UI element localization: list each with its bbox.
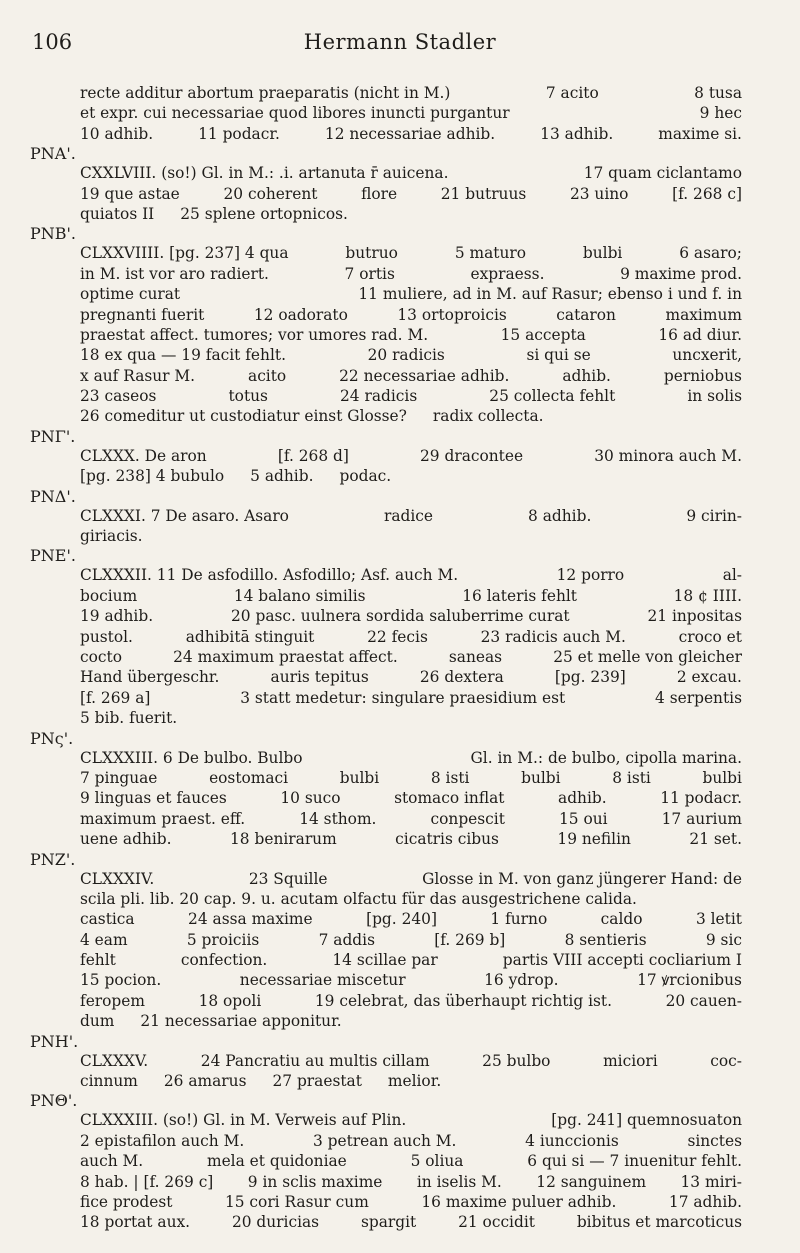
- text-segment: 11 podacr.: [198, 124, 280, 143]
- text-line: [30, 184, 742, 204]
- text-segment: 25 et melle von gleicher: [553, 647, 742, 666]
- text-segment: caldo: [600, 910, 643, 929]
- text-segment: fehlt: [80, 951, 116, 970]
- text-segment: 23 uino: [569, 184, 629, 203]
- text-segment: maxime si.: [658, 124, 742, 143]
- running-head: [0, 30, 800, 60]
- text-segment: 11 podacr.: [660, 789, 742, 808]
- text-segment: dum: [80, 1012, 115, 1031]
- text-segment: 3 petrean auch M.: [312, 1131, 457, 1150]
- text-line: [30, 788, 742, 808]
- text-line: [30, 991, 742, 1011]
- text-segment: 21 butruus: [440, 184, 527, 203]
- text-segment: pregnanti fuerit: [80, 305, 205, 324]
- apparatus-entry: [30, 850, 742, 1032]
- text-line: [30, 850, 742, 889]
- text-segment: [pg. 239]: [554, 668, 626, 687]
- text-segment: 3 letit: [695, 910, 742, 929]
- entry-siglum: PNA'.: [30, 144, 76, 164]
- text-line: [30, 386, 742, 406]
- apparatus-entry: [30, 1032, 742, 1092]
- text-segment: cocto: [80, 647, 122, 666]
- text-segment: 20 cauen-: [665, 991, 742, 1010]
- text-segment: 9 cirin-: [686, 506, 742, 525]
- text-segment: cinnum: [80, 1072, 138, 1091]
- text-segment: Glosse in M. von ganz jüngerer Hand: de: [422, 869, 742, 888]
- text-line: [30, 930, 742, 950]
- text-segment: 14 scillae par: [332, 951, 438, 970]
- text-segment: bulbi: [521, 768, 561, 787]
- text-segment: 5 oliua: [410, 1152, 464, 1171]
- text-segment: totus: [228, 387, 268, 406]
- text-segment: 21 set.: [689, 830, 742, 849]
- text-segment: 22 necessariae adhib.: [339, 366, 510, 385]
- entry-siglum: PNς'.: [30, 728, 74, 748]
- text-segment: spargit: [360, 1213, 417, 1232]
- text-segment: pustol.: [80, 627, 133, 646]
- text-segment: 13 miri-: [680, 1172, 742, 1191]
- text-segment: expraess.: [470, 264, 545, 283]
- text-segment: Gl. in M.: de bulbo, cipolla marina.: [470, 748, 742, 767]
- text-segment: auris tepitus: [270, 668, 369, 687]
- text-line: [30, 284, 742, 304]
- text-segment: 17 aurium: [661, 809, 742, 828]
- text-segment: 14 sthom.: [299, 809, 377, 828]
- text-line: [30, 667, 742, 687]
- text-segment: conpescit: [430, 809, 505, 828]
- apparatus-entry: [30, 546, 742, 728]
- text-segment: CLXXXIII. (so!) Gl. in M. Verweis auf Plin.: [80, 1111, 407, 1130]
- text-segment: 29 dracontee: [420, 446, 524, 465]
- text-segment: 26 dextera: [419, 668, 504, 687]
- text-line: [30, 144, 742, 183]
- text-segment: perniobus: [663, 366, 742, 385]
- text-segment: [f. 269 b]: [434, 930, 506, 949]
- text-segment: 24 radicis: [340, 387, 418, 406]
- text-segment: uncxerit,: [672, 346, 742, 365]
- text-segment: 9 linguas et fauces: [80, 789, 227, 808]
- text-segment: sinctes: [687, 1131, 742, 1150]
- text-line: [30, 647, 742, 667]
- text-segment: adhib.: [558, 789, 607, 808]
- text-line: [30, 1131, 742, 1151]
- entry-siglum: PNΓ'.: [30, 426, 76, 446]
- text-segment: quiatos II: [80, 204, 155, 223]
- text-segment: 10 adhib.: [80, 124, 154, 143]
- text-segment: 7 pinguae: [80, 768, 158, 787]
- text-segment: adhib.: [562, 366, 611, 385]
- text-segment: 25 splene ortopnicos.: [180, 204, 348, 223]
- text-segment: si qui se: [526, 346, 591, 365]
- text-segment: 12 necessariae adhib.: [324, 124, 496, 143]
- text-segment: 20 coherent: [223, 184, 318, 203]
- text-segment: CLXXXIV.: [80, 869, 155, 888]
- text-segment: 2 excau.: [676, 668, 742, 687]
- entry-siglum: PNΔ'.: [30, 486, 76, 506]
- text-line: [30, 83, 742, 103]
- text-segment: mela et quidoniae: [206, 1152, 347, 1171]
- apparatus-text: [30, 83, 742, 1233]
- text-segment: stomaco inflat: [394, 789, 505, 808]
- text-segment: 1 furno: [490, 910, 548, 929]
- text-segment: 5 adhib.: [250, 467, 314, 486]
- text-segment: auch M.: [80, 1152, 144, 1171]
- text-segment: maximum: [665, 305, 742, 324]
- text-segment: Hand übergeschr.: [80, 668, 220, 687]
- text-segment: 19 nefilin: [557, 830, 631, 849]
- text-segment: 9 in sclis maxime: [247, 1172, 383, 1191]
- text-segment: 18 benirarum: [230, 830, 337, 849]
- text-line: [30, 224, 742, 263]
- text-line: [30, 768, 742, 788]
- text-line: [30, 708, 742, 728]
- text-segment: x auf Rasur M.: [80, 366, 196, 385]
- text-segment: 27 praestat: [272, 1072, 362, 1091]
- text-line: [30, 264, 742, 284]
- text-segment: croco et: [678, 627, 742, 646]
- text-segment: [pg. 241] quemnosuaton: [551, 1111, 742, 1130]
- text-segment: [f. 269 a]: [80, 688, 151, 707]
- text-segment: confection.: [180, 951, 268, 970]
- text-segment: 17 quam ciclantamo: [583, 164, 742, 183]
- text-line: [30, 809, 742, 829]
- text-line: [30, 1032, 742, 1071]
- text-line: [30, 829, 742, 849]
- text-segment: 3 statt medetur: singulare praesidium est: [240, 688, 566, 707]
- text-segment: 8 sentieris: [564, 930, 647, 949]
- text-line: [30, 305, 742, 325]
- text-segment: uene adhib.: [80, 830, 172, 849]
- text-segment: [pg. 238] 4 bubulo: [80, 467, 225, 486]
- text-line: [30, 889, 742, 909]
- text-segment: 8 adhib.: [528, 506, 592, 525]
- text-segment: 2 epistafilon auch M.: [80, 1131, 245, 1150]
- text-line: [30, 325, 742, 345]
- text-segment: 16 lateris fehlt: [462, 586, 577, 605]
- text-segment: recte additur abortum praeparatis (nicht in M.): [80, 84, 451, 102]
- text-segment: 23 Squille: [248, 869, 328, 888]
- text-segment: 19 adhib.: [80, 607, 154, 626]
- text-segment: 21 occidit: [458, 1213, 535, 1232]
- text-segment: partis VIII accepti cocliarium I: [502, 951, 742, 970]
- text-segment: 30 minora auch M.: [594, 446, 742, 465]
- text-segment: [pg. 240]: [366, 910, 437, 929]
- text-line: [30, 688, 742, 708]
- text-segment: 25 bulbo: [482, 1051, 551, 1070]
- text-segment: praestat affect. tumores; vor umores rad. M.: [80, 325, 429, 344]
- entry-siglum: PNB'.: [30, 224, 77, 244]
- text-segment: 23 caseos: [80, 387, 157, 406]
- text-segment: necessariae miscetur: [239, 971, 406, 990]
- text-segment: 9 hec: [699, 104, 742, 123]
- text-segment: acito: [248, 366, 287, 385]
- text-segment: 15 pocion.: [80, 971, 162, 990]
- text-line: [30, 729, 742, 768]
- text-line: [30, 204, 742, 224]
- text-line: [30, 124, 742, 144]
- text-segment: flore: [361, 184, 398, 203]
- text-segment: bulbi: [339, 768, 380, 787]
- text-segment: CLXXX. De aron: [80, 446, 207, 465]
- text-segment: 18 portat aux.: [80, 1213, 191, 1232]
- page-number: 106: [32, 30, 73, 54]
- text-segment: 5 maturo: [454, 244, 526, 263]
- text-segment: 11 muliere, ad in M. auf Rasur; ebenso i und f. in: [358, 285, 742, 304]
- text-segment: coc-: [710, 1051, 742, 1070]
- text-segment: 16 maxime puluer adhib.: [421, 1192, 617, 1211]
- text-segment: 15 oui: [558, 809, 608, 828]
- apparatus-entry: [30, 144, 742, 224]
- text-segment: CLXXXII. 11 De asfodillo. Asfodillo; Asf. auch M.: [80, 566, 459, 585]
- text-segment: CLXXXIII. 6 De bulbo. Bulbo: [80, 748, 303, 767]
- text-segment: 9 sic: [705, 930, 742, 949]
- text-segment: 6 asaro;: [679, 244, 742, 263]
- text-segment: et expr. cui necessariae quod libores inuncti purgantur: [80, 104, 510, 123]
- text-line: [30, 526, 742, 546]
- text-segment: 21 necessariae apponitur.: [140, 1012, 342, 1031]
- apparatus-entry: [30, 729, 742, 850]
- text-segment: 5 bib. fuerit.: [80, 709, 178, 728]
- text-segment: 4 iunccionis: [525, 1131, 619, 1150]
- text-line: [30, 546, 742, 585]
- text-segment: 5 proiciis: [186, 930, 260, 949]
- text-line: [30, 366, 742, 386]
- text-segment: 12 sanguinem: [536, 1172, 647, 1191]
- text-segment: 4 serpentis: [655, 688, 742, 707]
- apparatus-entry: [30, 487, 742, 547]
- text-segment: [f. 268 c]: [672, 184, 742, 203]
- apparatus-entry: [30, 224, 742, 427]
- text-segment: 17 adhib.: [668, 1192, 742, 1211]
- text-segment: 13 ortoproicis: [397, 305, 507, 324]
- text-segment: feropem: [80, 991, 145, 1010]
- text-segment: 12 porro: [556, 566, 625, 585]
- text-segment: 24 assa maxime: [188, 910, 313, 929]
- text-line: [30, 1071, 742, 1091]
- text-segment: 15 cori Rasur cum: [224, 1192, 369, 1211]
- text-segment: 6 qui si — 7 inuenitur fehlt.: [527, 1152, 742, 1171]
- text-segment: CLXXVIIII. [pg. 237] 4 qua: [80, 244, 289, 263]
- text-segment: in iselis M.: [416, 1172, 502, 1191]
- text-segment: 8 hab. | [f. 269 c]: [80, 1172, 214, 1191]
- text-segment: CLXXXI. 7 De asaro. Asaro: [80, 506, 289, 525]
- text-line: [30, 1212, 742, 1232]
- text-segment: [f. 268 d]: [277, 446, 349, 465]
- text-segment: 20 radicis: [367, 346, 445, 365]
- text-segment: 7 acito: [545, 84, 599, 102]
- text-segment: 18 opoli: [198, 991, 262, 1010]
- text-line: [30, 406, 742, 426]
- text-line: [30, 466, 742, 486]
- text-segment: 13 adhib.: [540, 124, 614, 143]
- text-segment: 16 ydrop.: [484, 971, 559, 990]
- entry-siglum: PNE'.: [30, 546, 76, 566]
- text-segment: bulbi: [582, 244, 623, 263]
- text-line: [30, 345, 742, 365]
- text-segment: cicatris cibus: [395, 830, 499, 849]
- text-segment: podac.: [339, 467, 392, 486]
- text-segment: optime curat: [80, 285, 181, 304]
- text-segment: 18 ¢ IIII.: [673, 586, 742, 605]
- text-segment: 7 ortis: [344, 264, 395, 283]
- text-segment: saneas: [448, 647, 503, 666]
- text-segment: 10 suco: [280, 789, 341, 808]
- text-segment: fice prodest: [80, 1192, 173, 1211]
- text-line: [30, 950, 742, 970]
- text-segment: 15 accepta: [500, 325, 586, 344]
- text-segment: 12 oadorato: [253, 305, 348, 324]
- text-segment: 19 celebrat, das überhaupt richtig ist.: [314, 991, 612, 1010]
- text-segment: adhibitā stinguit: [185, 627, 315, 646]
- text-segment: CXXLVIII. (so!) Gl. in M.: .i. artanuta r̄ auicena.: [80, 164, 449, 183]
- text-segment: maximum praest. eff.: [80, 809, 246, 828]
- text-segment: al-: [722, 566, 742, 585]
- entry-siglum: PNZ'.: [30, 849, 76, 869]
- text-segment: 21 inpositas: [647, 607, 742, 626]
- text-segment: 26 amarus: [163, 1072, 247, 1091]
- text-segment: bulbi: [702, 768, 742, 787]
- text-segment: 20 pasc. uulnera sordida saluberrime curat: [231, 607, 570, 626]
- text-segment: CLXXXV.: [80, 1051, 149, 1070]
- text-segment: scila pli. lib. 20 cap. 9. u. acutam olfactu für das ausgestrichene calida.: [80, 889, 637, 908]
- text-segment: 23 radicis auch M.: [480, 627, 626, 646]
- text-segment: 7 addis: [318, 930, 375, 949]
- text-segment: 19 que astae: [80, 184, 180, 203]
- text-segment: 4 eam: [80, 930, 128, 949]
- text-segment: in solis: [687, 387, 742, 406]
- text-segment: melior.: [387, 1072, 442, 1091]
- text-segment: 8 tusa: [694, 84, 742, 102]
- text-segment: radice: [383, 506, 434, 525]
- text-segment: in M. ist vor aro radiert.: [80, 264, 269, 283]
- apparatus-entry: [30, 83, 742, 144]
- text-segment: castica: [80, 910, 135, 929]
- text-line: [30, 1172, 742, 1192]
- text-line: [30, 427, 742, 466]
- text-segment: 26 comeditur ut custodiatur einst Glosse?: [80, 407, 407, 426]
- text-segment: bocium: [80, 586, 138, 605]
- text-segment: miciori: [603, 1051, 658, 1070]
- text-segment: giriacis.: [80, 527, 143, 546]
- text-segment: butruo: [345, 244, 398, 263]
- text-segment: eostomaci: [209, 768, 289, 787]
- text-segment: 9 maxime prod.: [620, 264, 742, 283]
- text-segment: 16 ad diur.: [658, 325, 742, 344]
- text-line: [30, 970, 742, 990]
- text-line: [30, 1091, 742, 1130]
- text-line: [30, 909, 742, 929]
- text-segment: 8 isti: [612, 768, 651, 787]
- text-segment: 24 maximum praestat affect.: [173, 647, 398, 666]
- text-line: [30, 586, 742, 606]
- text-segment: 17 ꝟrcionibus: [637, 971, 742, 990]
- text-line: [30, 487, 742, 526]
- text-line: [30, 606, 742, 626]
- text-segment: bibitus et marcoticus: [576, 1213, 742, 1232]
- text-line: [30, 103, 742, 123]
- text-segment: 25 collecta fehlt: [489, 387, 616, 406]
- text-line: [30, 1011, 742, 1031]
- apparatus-entry: [30, 1091, 742, 1232]
- entry-siglum: PNΘ'.: [30, 1091, 78, 1111]
- text-segment: 24 Pancratiu au multis cillam: [200, 1051, 430, 1070]
- text-line: [30, 627, 742, 647]
- entry-siglum: PNH'.: [30, 1031, 79, 1051]
- apparatus-entry: [30, 427, 742, 487]
- running-title: Hermann Stadler: [303, 30, 497, 54]
- text-segment: 20 duricias: [231, 1213, 320, 1232]
- text-line: [30, 1151, 742, 1171]
- text-segment: 22 fecis: [367, 627, 428, 646]
- text-segment: radix collecta.: [432, 407, 544, 426]
- text-segment: 14 balano similis: [233, 586, 366, 605]
- text-segment: 8 isti: [430, 768, 470, 787]
- text-line: [30, 1192, 742, 1212]
- text-segment: 18 ex qua — 19 facit fehlt.: [80, 346, 286, 365]
- text-segment: cataron: [556, 305, 616, 324]
